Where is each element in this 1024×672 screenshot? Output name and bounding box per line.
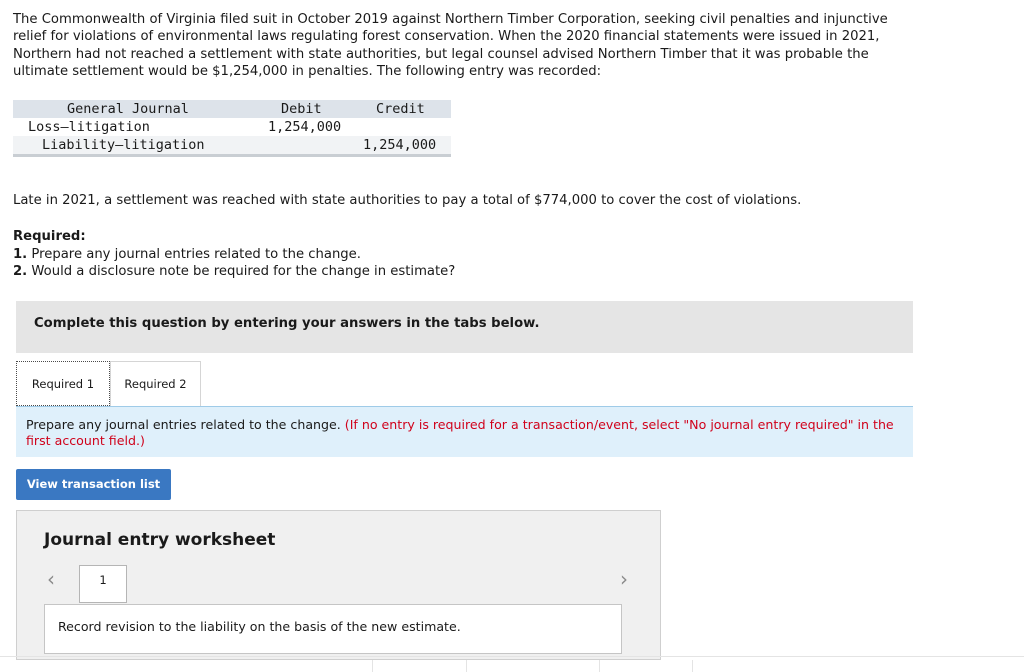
entry-description: Record revision to the liability on the basis of the new estimate. xyxy=(44,604,622,654)
journal-header-account: General Journal xyxy=(67,101,189,117)
journal-row xyxy=(13,118,451,136)
required-item: 2. Would a disclosure note be required for the change in estimate? xyxy=(13,264,456,279)
journal-credit: 1,254,000 xyxy=(363,137,437,153)
divider xyxy=(692,660,693,672)
tab-required-2[interactable]: Required 2 xyxy=(110,361,201,406)
instruction-main: Prepare any journal entries related to the change. xyxy=(26,417,341,432)
journal-row xyxy=(13,136,451,157)
journal-header-debit: Debit xyxy=(281,101,322,117)
entry-number-tab[interactable]: 1 xyxy=(79,565,127,603)
recorded-journal-table xyxy=(13,100,451,157)
journal-debit: 1,254,000 xyxy=(268,119,342,135)
settlement-text: Late in 2021, a settlement was reached with state authorities to pay a total of $774,000 to cover the cost of violations. xyxy=(13,193,802,208)
view-transaction-list-button[interactable]: View transaction list xyxy=(16,469,171,500)
divider xyxy=(372,660,373,672)
required-heading: Required: xyxy=(13,229,86,244)
journal-header-row xyxy=(13,100,451,118)
journal-header-credit: Credit xyxy=(376,101,425,117)
divider xyxy=(599,660,600,672)
journal-account: Loss—litigation xyxy=(28,119,150,135)
required-section xyxy=(13,228,455,281)
divider xyxy=(0,656,1024,657)
journal-entry-worksheet xyxy=(16,510,661,660)
problem-intro: The Commonwealth of Virginia filed suit in October 2019 against Northern Timber Corporation, seeking civil penalties and injunctive relief for violations of environmental laws regulating forest conservation. When the 2020 financial statements were issued in 2021, Northern had not reached a settlement with state authorities, but legal counsel advised Northern Timber that it was probable the ultimate settlement would be $1,254,000 in penalties. The following entry was recorded: xyxy=(13,12,888,79)
tab-required-1[interactable]: Required 1 xyxy=(16,361,110,406)
required-item: 1. Prepare any journal entries related to the change. xyxy=(13,246,361,262)
worksheet-title: Journal entry worksheet xyxy=(44,530,276,550)
instructions-panel xyxy=(16,301,913,353)
chevron-right-icon[interactable]: › xyxy=(620,567,628,591)
instruction-note: (If no entry is required for a transaction/event, select "No journal entry required" in the first account field.) xyxy=(26,417,894,448)
divider xyxy=(466,660,467,672)
tab-instruction xyxy=(16,406,913,457)
journal-account: Liability—litigation xyxy=(42,137,205,153)
chevron-left-icon[interactable]: ‹ xyxy=(47,567,55,591)
panel-text: Complete this question by entering your answers in the tabs below. xyxy=(34,316,540,331)
